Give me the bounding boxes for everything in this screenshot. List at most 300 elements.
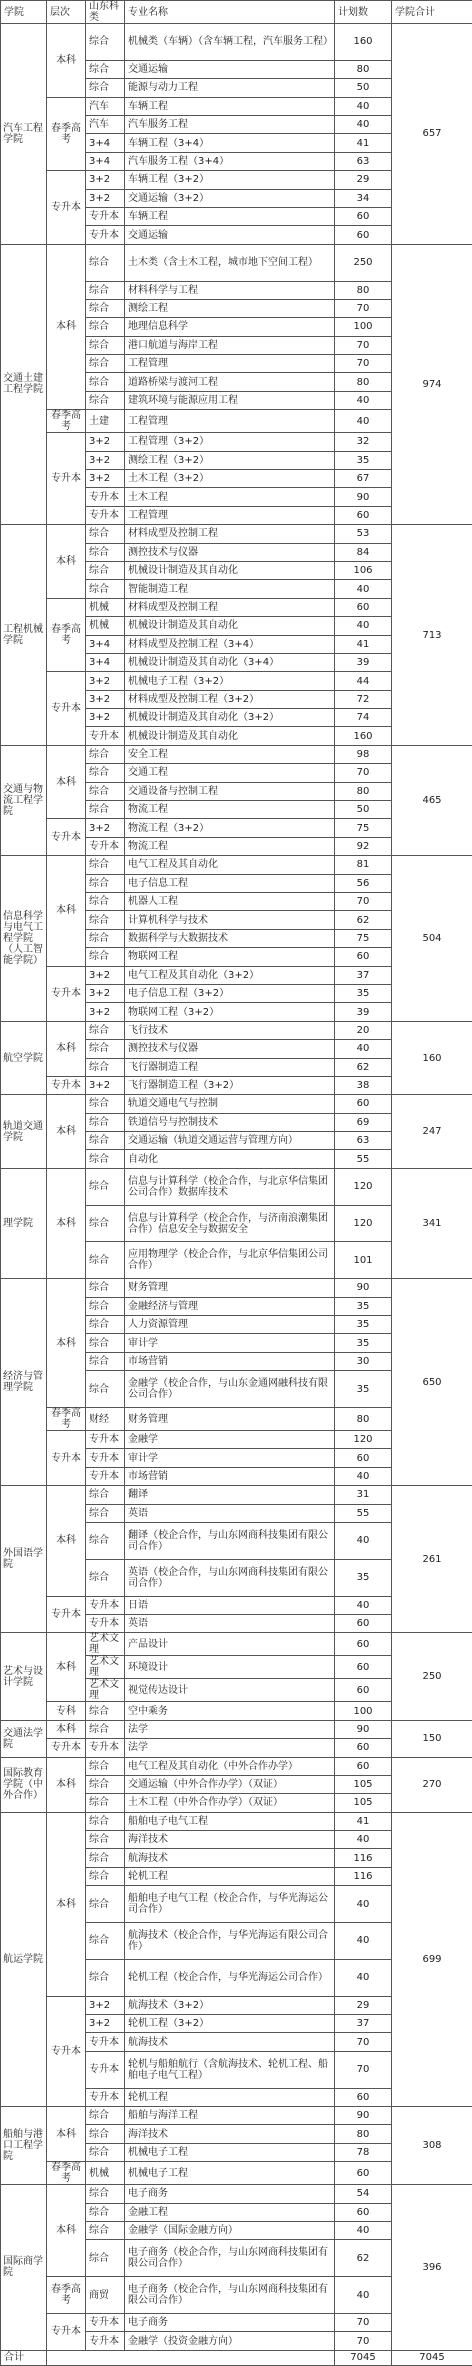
category-cell: 3+4 <box>86 653 125 671</box>
major-cell: 港口航道与海岸工程 <box>125 336 335 354</box>
major-cell: 英语（校企合作，与山东网商科技集团有限公司合作） <box>125 1559 335 1596</box>
table-row <box>1 24 472 61</box>
major-cell: 测控技术与仪器 <box>125 543 335 561</box>
plan-count-cell: 84 <box>335 543 392 561</box>
category-cell: 综合 <box>86 24 125 61</box>
major-cell: 工程管理（3+2） <box>125 433 335 451</box>
plan-count-cell: 80 <box>335 782 392 800</box>
school-name: 航运学院 <box>1 1812 47 2106</box>
major-cell: 轮机工程 <box>125 2088 335 2106</box>
major-cell: 地理信息科学 <box>125 318 335 336</box>
category-cell: 综合 <box>86 1504 125 1522</box>
major-cell: 交通运输（中外合作办学）（双证） <box>125 1775 335 1793</box>
table-row <box>1 1486 472 1504</box>
category-cell: 综合 <box>86 1371 125 1408</box>
category-cell: 综合 <box>86 580 125 598</box>
major-cell: 财务管理 <box>125 1408 335 1431</box>
plan-count-cell: 100 <box>335 1702 392 1720</box>
category-cell: 综合 <box>86 1486 125 1504</box>
category-cell: 综合 <box>86 1058 125 1076</box>
category-cell: 专升本 <box>86 1431 125 1449</box>
category-cell: 综合 <box>86 2221 125 2239</box>
major-cell: 飞行技术 <box>125 1021 335 1039</box>
category-cell: 机械 <box>86 598 125 616</box>
plan-count-cell: 40 <box>335 2277 392 2314</box>
table-body <box>1 24 472 2351</box>
table-row <box>1 856 472 874</box>
major-cell: 工程管理 <box>125 410 335 433</box>
school-total: 308 <box>392 2106 472 2184</box>
major-cell: 日语 <box>125 1596 335 1614</box>
plan-count-cell: 120 <box>335 1431 392 1449</box>
major-cell: 金融工程 <box>125 2203 335 2221</box>
category-cell: 专升本 <box>86 2051 125 2088</box>
major-cell: 机器人工程 <box>125 893 335 911</box>
category-cell: 艺术文理 <box>86 1633 125 1656</box>
category-cell: 专升本 <box>86 1596 125 1614</box>
category-cell: 综合 <box>86 318 125 336</box>
major-cell: 汽车服务工程 <box>125 115 335 133</box>
category-cell: 专升本 <box>86 2313 125 2331</box>
header-school: 学院 <box>1 1 47 24</box>
plan-count-cell: 55 <box>335 1504 392 1522</box>
school-name: 理学院 <box>1 1168 47 1278</box>
plan-count-cell: 41 <box>335 635 392 653</box>
plan-count-cell: 39 <box>335 653 392 671</box>
plan-count-cell: 60 <box>335 1656 392 1679</box>
plan-count-cell: 60 <box>335 948 392 966</box>
category-cell: 综合 <box>86 1021 125 1039</box>
plan-count-cell: 40 <box>335 391 392 409</box>
major-cell: 交通运输（轨道交通运营与管理方向） <box>125 1132 335 1150</box>
major-cell: 测绘工程（3+2） <box>125 451 335 469</box>
level-cell: 本科 <box>47 856 86 966</box>
plan-count-cell: 37 <box>335 966 392 984</box>
plan-count-cell: 40 <box>335 410 392 433</box>
plan-count-cell: 70 <box>335 299 392 317</box>
major-cell: 物联网工程（3+2） <box>125 1003 335 1021</box>
plan-count-cell: 40 <box>335 97 392 115</box>
category-cell: 艺术文理 <box>86 1679 125 1702</box>
major-cell: 测绘工程 <box>125 299 335 317</box>
plan-count-cell: 34 <box>335 189 392 207</box>
plan-count-cell: 116 <box>335 1867 392 1885</box>
plan-count-cell: 70 <box>335 355 392 373</box>
major-cell: 翻译（校企合作，与山东网商科技集团有限公司合作） <box>125 1522 335 1559</box>
category-cell: 3+2 <box>86 171 125 189</box>
plan-count-cell: 78 <box>335 2143 392 2161</box>
level-cell: 本科 <box>47 1812 86 1996</box>
category-cell: 综合 <box>86 1559 125 1596</box>
plan-count-cell: 105 <box>335 1794 392 1812</box>
category-cell: 综合 <box>86 299 125 317</box>
level-cell: 专升本 <box>47 819 86 856</box>
major-cell: 车辆工程 <box>125 207 335 225</box>
category-cell: 综合 <box>86 1720 125 1738</box>
plan-count-cell: 70 <box>335 764 392 782</box>
level-cell: 本科 <box>47 1095 86 1169</box>
category-cell: 综合 <box>86 874 125 892</box>
category-cell: 综合 <box>86 525 125 543</box>
category-cell: 综合 <box>86 1113 125 1131</box>
category-cell: 综合 <box>86 782 125 800</box>
category-cell: 专升本 <box>86 1614 125 1632</box>
table-row <box>1 1720 472 1738</box>
category-cell: 3+2 <box>86 1076 125 1094</box>
plan-count-cell: 38 <box>335 1076 392 1094</box>
plan-count-cell: 31 <box>335 1486 392 1504</box>
major-cell: 土木工程（3+2） <box>125 470 335 488</box>
table-row <box>1 1168 472 1205</box>
major-cell: 信息与计算科学（校企合作，与济南浪潮集团合作）信息安全与数据安全 <box>125 1205 335 1242</box>
category-cell: 艺术文理 <box>86 1656 125 1679</box>
category-cell: 综合 <box>86 745 125 763</box>
major-cell: 电子商务（校企合作，与山东网商科技集团有限公司合作） <box>125 2240 335 2277</box>
plan-count-cell: 250 <box>335 244 392 281</box>
category-cell: 3+2 <box>86 2015 125 2033</box>
level-cell: 本科 <box>47 244 86 410</box>
category-cell: 综合 <box>86 543 125 561</box>
major-cell: 审计学 <box>125 1334 335 1352</box>
category-cell: 专升本 <box>86 207 125 225</box>
category-cell: 综合 <box>86 281 125 299</box>
school-total: 247 <box>392 1095 472 1169</box>
major-cell: 航海技术（3+2） <box>125 1996 335 2014</box>
major-cell: 电子商务（校企合作，与山东网商科技集团有限公司合作） <box>125 2277 335 2314</box>
plan-count-cell: 60 <box>335 207 392 225</box>
plan-count-cell: 20 <box>335 1021 392 1039</box>
level-cell: 本科 <box>47 1279 86 1408</box>
plan-count-cell: 80 <box>335 281 392 299</box>
category-cell: 专升本 <box>86 727 125 745</box>
category-cell: 3+4 <box>86 134 125 152</box>
category-cell: 3+2 <box>86 1996 125 2014</box>
major-cell: 产品设计 <box>125 1633 335 1656</box>
major-cell: 材料成型及控制工程（3+4） <box>125 635 335 653</box>
plan-count-cell: 40 <box>335 1923 392 1960</box>
major-cell: 车辆工程（3+2） <box>125 171 335 189</box>
school-total: 261 <box>392 1486 472 1633</box>
plan-count-cell: 40 <box>335 580 392 598</box>
major-cell: 物流工程 <box>125 801 335 819</box>
category-cell: 综合 <box>86 1168 125 1205</box>
major-cell: 物流工程（3+2） <box>125 819 335 837</box>
major-cell: 交通运输 <box>125 60 335 78</box>
major-cell: 土木类（含土木工程，城市地下空间工程） <box>125 244 335 281</box>
category-cell: 3+2 <box>86 1003 125 1021</box>
plan-count-cell: 116 <box>335 1849 392 1867</box>
major-cell: 飞行器制造工程（3+2） <box>125 1076 335 1094</box>
category-cell: 3+2 <box>86 470 125 488</box>
header-major: 专业名称 <box>125 1 335 24</box>
major-cell: 材料成型及控制工程 <box>125 525 335 543</box>
plan-count-cell: 32 <box>335 433 392 451</box>
plan-count-cell: 70 <box>335 893 392 911</box>
category-cell: 综合 <box>86 1812 125 1830</box>
plan-count-cell: 50 <box>335 79 392 97</box>
table-row <box>1 1633 472 1656</box>
level-cell: 春季高考 <box>47 2277 86 2314</box>
major-cell: 交通运输（3+2） <box>125 189 335 207</box>
category-cell: 汽车 <box>86 97 125 115</box>
major-cell: 电子信息工程（3+2） <box>125 984 335 1002</box>
category-cell: 机械 <box>86 2162 125 2185</box>
level-cell: 本科 <box>47 1757 86 1812</box>
major-cell: 海洋技术 <box>125 2125 335 2143</box>
category-cell: 综合 <box>86 1279 125 1297</box>
plan-count-cell: 60 <box>335 2088 392 2106</box>
plan-count-cell: 63 <box>335 1132 392 1150</box>
plan-count-cell: 160 <box>335 24 392 61</box>
level-cell: 春季高考 <box>47 1408 86 1431</box>
school-total: 396 <box>392 2185 472 2351</box>
major-cell: 数据科学与大数据技术 <box>125 929 335 947</box>
category-cell: 3+2 <box>86 189 125 207</box>
school-total: 657 <box>392 24 472 245</box>
level-cell: 本科 <box>47 1486 86 1596</box>
level-cell: 专升本 <box>47 2313 86 2350</box>
plan-count-cell: 69 <box>335 1113 392 1131</box>
level-cell: 本科 <box>47 1168 86 1278</box>
major-cell: 船舶电子电气工程 <box>125 1812 335 1830</box>
category-cell: 综合 <box>86 60 125 78</box>
major-cell: 电子信息工程 <box>125 874 335 892</box>
plan-count-cell: 40 <box>335 2221 392 2239</box>
school-name: 交通法学院 <box>1 1720 47 1757</box>
major-cell: 电气工程及其自动化 <box>125 856 335 874</box>
major-cell: 金融学 <box>125 1431 335 1449</box>
category-cell: 专升本 <box>86 488 125 506</box>
plan-count-cell: 160 <box>335 727 392 745</box>
plan-count-cell: 75 <box>335 819 392 837</box>
plan-count-cell: 29 <box>335 171 392 189</box>
major-cell: 法学 <box>125 1720 335 1738</box>
level-cell: 本科 <box>47 745 86 819</box>
level-cell: 本科 <box>47 2106 86 2161</box>
category-cell: 综合 <box>86 1205 125 1242</box>
major-cell: 智能制造工程 <box>125 580 335 598</box>
grand-total-count: 7045 <box>335 2350 392 2365</box>
plan-count-cell: 70 <box>335 2033 392 2051</box>
level-cell: 专升本 <box>47 433 86 525</box>
category-cell: 专升本 <box>86 1739 125 1757</box>
table-row <box>1 745 472 763</box>
major-cell: 英语 <box>125 1504 335 1522</box>
header-category: 山东科类 <box>86 1 125 24</box>
plan-count-cell: 63 <box>335 152 392 170</box>
level-cell: 专升本 <box>47 1596 86 1633</box>
plan-count-cell: 60 <box>335 2203 392 2221</box>
school-name: 轨道交通学院 <box>1 1095 47 1169</box>
plan-count-cell: 60 <box>335 1614 392 1632</box>
plan-count-cell: 44 <box>335 672 392 690</box>
school-name: 船舶与港口工程学院 <box>1 2106 47 2184</box>
plan-count-cell: 41 <box>335 1812 392 1830</box>
category-cell: 专升本 <box>86 506 125 524</box>
category-cell: 综合 <box>86 1794 125 1812</box>
major-cell: 金融学（校企合作，与山东金通网融科技有限公司合作） <box>125 1371 335 1408</box>
plan-count-cell: 40 <box>335 1596 392 1614</box>
category-cell: 综合 <box>86 1150 125 1168</box>
major-cell: 土木工程（中外合作办学）（双证） <box>125 1794 335 1812</box>
major-cell: 计算机科学与技术 <box>125 911 335 929</box>
major-cell: 环境设计 <box>125 1656 335 1679</box>
table-row <box>1 1021 472 1039</box>
major-cell: 道路桥梁与渡河工程 <box>125 373 335 391</box>
category-cell: 综合 <box>86 336 125 354</box>
plan-count-cell: 67 <box>335 470 392 488</box>
school-total: 713 <box>392 525 472 746</box>
major-cell: 轮机工程（3+2） <box>125 2015 335 2033</box>
category-cell: 综合 <box>86 1242 125 1279</box>
plan-count-cell: 60 <box>335 1757 392 1775</box>
major-cell: 航海技术（校企合作，与华光海运有限公司合作） <box>125 1923 335 1960</box>
level-cell: 春季高考 <box>47 2162 86 2185</box>
major-cell: 轨道交通电气与控制 <box>125 1095 335 1113</box>
plan-count-cell: 40 <box>335 115 392 133</box>
plan-count-cell: 50 <box>335 801 392 819</box>
plan-count-cell: 53 <box>335 525 392 543</box>
category-cell: 综合 <box>86 1352 125 1370</box>
plan-count-cell: 56 <box>335 874 392 892</box>
header-level: 层次 <box>47 1 86 24</box>
category-cell: 专升本 <box>86 226 125 244</box>
plan-count-cell: 75 <box>335 929 392 947</box>
level-cell: 本科 <box>47 1633 86 1702</box>
plan-count-cell: 120 <box>335 1205 392 1242</box>
plan-count-cell: 40 <box>335 1959 392 1996</box>
plan-count-cell: 80 <box>335 60 392 78</box>
level-cell: 专升本 <box>47 1431 86 1486</box>
school-name: 国际商学院 <box>1 2185 47 2351</box>
category-cell: 综合 <box>86 391 125 409</box>
category-cell: 综合 <box>86 561 125 579</box>
category-cell: 综合 <box>86 1132 125 1150</box>
plan-count-cell: 105 <box>335 1775 392 1793</box>
major-cell: 交通运输 <box>125 226 335 244</box>
major-cell: 空中乘务 <box>125 1702 335 1720</box>
school-total: 699 <box>392 1812 472 2106</box>
category-cell: 汽车 <box>86 115 125 133</box>
school-name: 国际教育学院（中外合作） <box>1 1757 47 1812</box>
level-cell: 专升本 <box>47 1076 86 1094</box>
plan-count-cell: 40 <box>335 617 392 635</box>
category-cell: 综合 <box>86 244 125 281</box>
category-cell: 综合 <box>86 1831 125 1849</box>
category-cell: 综合 <box>86 1959 125 1996</box>
major-cell: 机械设计制造及其自动化（3+2） <box>125 709 335 727</box>
major-cell: 船舶电子电气工程（校企合作，与华光海运公司合作） <box>125 1886 335 1923</box>
plan-count-cell: 90 <box>335 488 392 506</box>
major-cell: 航海技术 <box>125 2033 335 2051</box>
plan-count-cell: 40 <box>335 1522 392 1559</box>
major-cell: 机械电子工程（3+2） <box>125 672 335 690</box>
category-cell: 专升本 <box>86 2088 125 2106</box>
category-cell: 3+2 <box>86 433 125 451</box>
table-row <box>1 1757 472 1775</box>
category-cell: 专升本 <box>86 2033 125 2051</box>
major-cell: 机械类（车辆）（含车辆工程，汽车服务工程） <box>125 24 335 61</box>
plan-count-cell: 60 <box>335 1449 392 1467</box>
category-cell: 3+4 <box>86 152 125 170</box>
category-cell: 综合 <box>86 2185 125 2203</box>
category-cell: 专升本 <box>86 1449 125 1467</box>
category-cell: 综合 <box>86 1867 125 1885</box>
plan-count-cell: 62 <box>335 2240 392 2277</box>
category-cell: 综合 <box>86 911 125 929</box>
plan-count-cell: 60 <box>335 226 392 244</box>
major-cell: 土木工程 <box>125 488 335 506</box>
major-cell: 材料成型及控制工程（3+2） <box>125 690 335 708</box>
plan-count-cell: 41 <box>335 134 392 152</box>
plan-count-cell: 80 <box>335 373 392 391</box>
level-cell: 专升本 <box>47 171 86 245</box>
school-total: 270 <box>392 1757 472 1812</box>
plan-count-cell: 90 <box>335 1279 392 1297</box>
header-school-total: 学院合计 <box>392 1 472 24</box>
plan-count-cell: 40 <box>335 1467 392 1485</box>
category-cell: 综合 <box>86 1522 125 1559</box>
plan-count-cell: 90 <box>335 2106 392 2124</box>
major-cell: 材料成型及控制工程 <box>125 598 335 616</box>
category-cell: 3+2 <box>86 984 125 1002</box>
major-cell: 机械设计制造及其自动化 <box>125 727 335 745</box>
category-cell: 3+2 <box>86 709 125 727</box>
plan-count-cell: 62 <box>335 1058 392 1076</box>
major-cell: 轮机工程 <box>125 1867 335 1885</box>
category-cell: 财经 <box>86 1408 125 1431</box>
major-cell: 人力资源管理 <box>125 1316 335 1334</box>
major-cell: 法学 <box>125 1739 335 1757</box>
category-cell: 综合 <box>86 856 125 874</box>
level-cell: 本科 <box>47 1021 86 1076</box>
plan-count-cell: 35 <box>335 451 392 469</box>
plan-count-cell: 80 <box>335 1408 392 1431</box>
major-cell: 机械设计制造及其自动化（3+4） <box>125 653 335 671</box>
school-name: 经济与管理学院 <box>1 1279 47 1486</box>
table-row <box>1 244 472 281</box>
plan-count-cell: 54 <box>335 2185 392 2203</box>
category-cell: 3+2 <box>86 672 125 690</box>
level-cell: 专升本 <box>47 966 86 1021</box>
plan-count-cell: 35 <box>335 1316 392 1334</box>
major-cell: 金融学（投资金融方向） <box>125 2332 335 2350</box>
major-cell: 物联网工程 <box>125 948 335 966</box>
school-name: 外国语学院 <box>1 1486 47 1633</box>
category-cell: 3+4 <box>86 635 125 653</box>
category-cell: 综合 <box>86 1775 125 1793</box>
table-row <box>1 525 472 543</box>
plan-count-cell: 40 <box>335 1040 392 1058</box>
category-cell: 机械 <box>86 617 125 635</box>
plan-count-cell: 35 <box>335 1297 392 1315</box>
level-cell: 春季高考 <box>47 410 86 433</box>
category-cell: 综合 <box>86 893 125 911</box>
category-cell: 综合 <box>86 2106 125 2124</box>
major-cell: 金融经济与管理 <box>125 1297 335 1315</box>
category-cell: 综合 <box>86 764 125 782</box>
school-total: 504 <box>392 856 472 1022</box>
plan-count-cell: 35 <box>335 1334 392 1352</box>
grand-total-spacer <box>47 2350 335 2365</box>
plan-count-cell: 98 <box>335 745 392 763</box>
plan-count-cell: 55 <box>335 1150 392 1168</box>
category-cell: 综合 <box>86 929 125 947</box>
category-cell: 综合 <box>86 2143 125 2161</box>
school-name: 汽车工程学院 <box>1 24 47 245</box>
plan-count-cell: 81 <box>335 856 392 874</box>
plan-count-cell: 70 <box>335 2332 392 2350</box>
